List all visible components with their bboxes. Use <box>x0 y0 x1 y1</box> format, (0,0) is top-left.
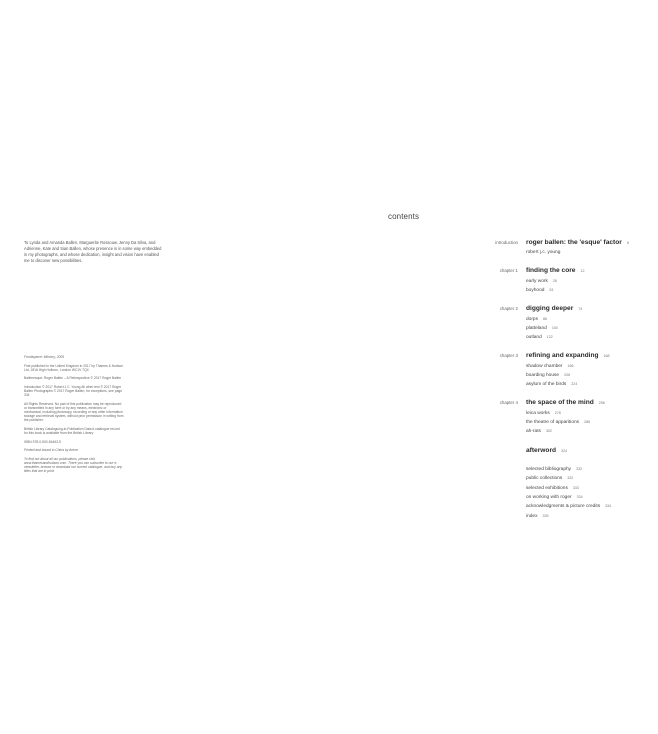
toc-item-title: leica works <box>526 411 550 416</box>
toc-item-page: 335 <box>542 513 549 518</box>
toc-heading-page: 74 <box>578 307 583 311</box>
toc-label: chapter 1 <box>499 268 518 273</box>
toc-item-title: the theatre of apparitions <box>526 420 580 425</box>
toc-item-page: 166 <box>567 364 574 368</box>
toc-item <box>526 380 577 389</box>
toc-heading-title: roger ballen: the 'esque' factor <box>526 239 622 246</box>
toc-heading-page: 168 <box>603 354 610 358</box>
toc-item-title: early work <box>526 279 548 284</box>
toc-heading-page: 12 <box>580 269 585 273</box>
toc-item <box>526 324 558 333</box>
toc-item-title: asylum of the birds <box>526 382 567 387</box>
dedication-text: To Lynda and Amanda Ballen, Marguerite Rossouw, Jenny Da Silva, and Adrienne, Kate and Sian Ballen, whose presence is in some way embedded in my photographs, and whose dedication, insight and vision have enabled me to discover new possibilities. <box>24 240 162 263</box>
toc-item-page: 333 <box>572 485 579 490</box>
imprint-isbn: ISBN 978-0-500-54463-5 <box>24 439 61 444</box>
toc-heading <box>526 398 605 408</box>
toc-heading-title: the space of the mind <box>526 399 594 406</box>
toc-item-page: 53 <box>549 288 554 292</box>
toc-heading-page: 6 <box>626 241 629 245</box>
toc-item <box>526 362 574 371</box>
imprint-frontispiece: Frontispiece: Mimicry, 2005 <box>24 355 65 359</box>
toc-item-title: selected bibliography <box>526 467 572 472</box>
toc-item-title: acknowledgments & picture credits <box>526 504 601 510</box>
toc-heading-page: 324 <box>561 449 568 453</box>
toc-item-page: 26 <box>552 279 557 283</box>
toc-item <box>526 502 611 511</box>
toc-label: chapter 4 <box>499 400 518 405</box>
toc-label: chapter 2 <box>499 306 518 311</box>
toc-item-title: on working with roger <box>526 494 572 500</box>
imprint-text-copyright: Introduction © 2017 Robert J.C. Young All other text © 2017 Roger Ballen Photographs © 2017 Roger Ballen, for exceptions, see page 334 <box>24 384 123 398</box>
toc-heading <box>526 446 567 456</box>
toc-item <box>526 484 579 493</box>
toc-heading <box>526 304 582 314</box>
toc-heading-title: afterword <box>526 447 557 454</box>
toc-item-title: robert j.c. young <box>526 250 561 255</box>
imprint-rights: All Rights Reserved. No part of this publication may be reproduced or transmitted in any form or by any means, electronic or mechanical, including photocopy, recording or any other information storage and retrieval system, without prior permission in writing from the publisher. <box>24 401 124 423</box>
toc-item-page: 122 <box>546 335 553 339</box>
toc-item <box>526 512 548 521</box>
toc-item-page: 302 <box>545 429 552 433</box>
imprint-cataloguing: British Library Cataloguing-in-Publication Data A catalogue record for this book is available from the British Library <box>24 426 120 436</box>
toc-item-title: index <box>526 513 538 519</box>
toc-item-page: 86 <box>543 317 547 321</box>
toc-item <box>526 286 553 295</box>
toc-item <box>526 409 561 418</box>
toc-item <box>526 277 557 286</box>
toc-item <box>526 248 560 257</box>
toc-item-page: 332 <box>576 467 583 471</box>
toc-item-page: 332 <box>567 476 574 481</box>
contents-title: contents <box>388 212 420 221</box>
toc-item <box>526 493 583 502</box>
toc-item-title: ah-rats <box>526 429 541 434</box>
imprint-publications: To find out about all our publications, please visit www.thamesandhudson.com. There you can subscribe to our e-newsletter, browse or download our current catalogue, and buy any titles that are in print. <box>24 456 123 474</box>
toc-item-page: 224 <box>571 382 578 386</box>
toc-item-title: boarding house <box>526 373 560 378</box>
toc-heading-page: 256 <box>598 401 605 405</box>
toc-item-title: platteland <box>526 326 547 331</box>
imprint-first-published: First published in the United Kingdom in 2017 by Thames & Hudson Ltd, 181A High Holborn, London WC1V 7QX <box>24 363 124 372</box>
toc-item <box>526 371 570 380</box>
toc-item-page: 286 <box>584 420 591 424</box>
toc-heading <box>526 351 610 361</box>
toc-heading-title: refining and expanding <box>526 352 599 359</box>
imprint-title-copyright: Ballenesque: Roger Ballen – A Retrospective © 2017 Roger Ballen <box>24 376 122 381</box>
toc-item-title: shadow chamber <box>526 364 563 369</box>
toc-label: chapter 3 <box>499 353 518 358</box>
toc-item-page: 334 <box>576 494 583 499</box>
toc-heading <box>526 266 584 276</box>
toc-item <box>526 465 582 474</box>
toc-item-page: 100 <box>551 326 558 330</box>
toc-item-page: 206 <box>564 373 571 377</box>
toc-item-title: outland <box>526 335 542 340</box>
toc-item-page: 278 <box>554 411 561 415</box>
toc-heading-title: digging deeper <box>526 305 574 312</box>
toc-item <box>526 418 590 427</box>
toc-heading-title: finding the core <box>526 267 576 274</box>
toc-item-page: 334 <box>605 504 612 509</box>
toc-heading <box>526 238 629 248</box>
toc-item <box>526 474 573 483</box>
toc-item <box>526 333 553 342</box>
toc-item-title: dorps <box>526 317 538 322</box>
toc-item-title: boyhood <box>526 288 545 293</box>
toc-item-title: selected exhibitions <box>526 485 568 491</box>
toc-item <box>526 315 547 324</box>
toc-item <box>526 427 552 436</box>
imprint-printed: Printed and bound in China by Artron <box>24 448 79 453</box>
toc-item-title: public collections <box>526 476 563 482</box>
toc-label: introduction <box>495 240 518 245</box>
